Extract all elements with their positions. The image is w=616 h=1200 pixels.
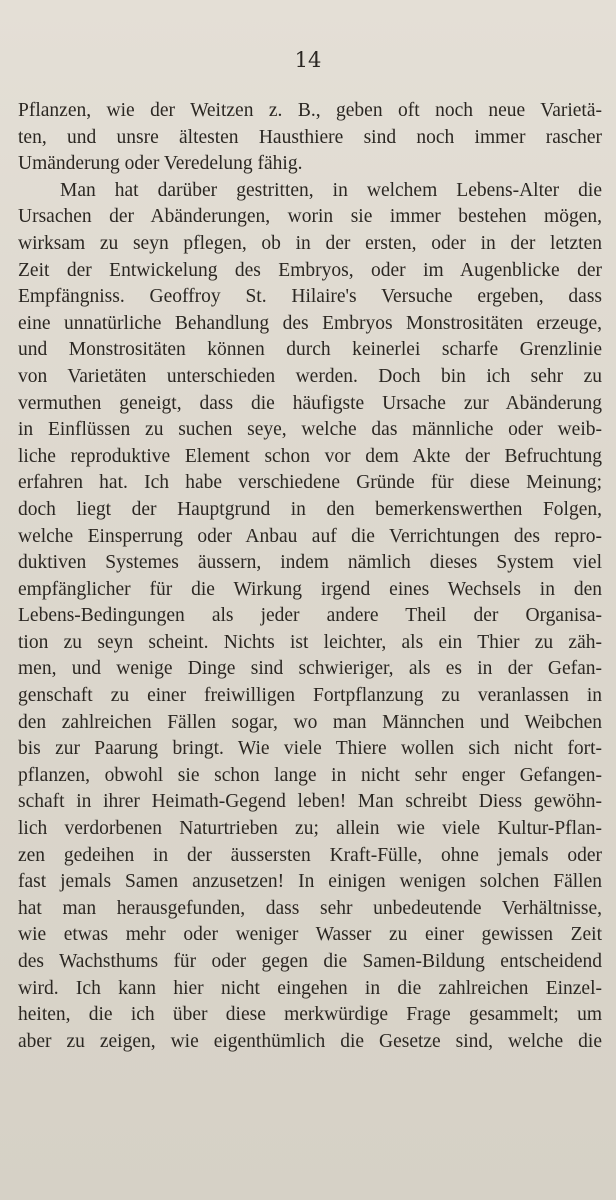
text-line: aber zu zeigen, wie eigenthümlich die Gesetze sind, welche die: [18, 1030, 602, 1052]
text-line: wie etwas mehr oder weniger Wasser zu einer gewissen Zeit: [18, 924, 602, 946]
text-line: von Varietäten unterschieden werden. Doch bin ich sehr zu: [18, 365, 602, 387]
text-line: welche Einsperrung oder Anbau auf die Verrichtungen des repro-: [18, 525, 602, 547]
body-text: [18, 98, 602, 1055]
text-line: empfänglicher für die Wirkung irgend eines Wechsels in den: [18, 578, 602, 600]
text-line: liche reproduktive Element schon vor dem Akte der Befruchtung: [18, 445, 602, 467]
text-line: eine unnatürliche Behandlung des Embryos Monstrositäten erzeuge,: [18, 312, 602, 334]
text-line: doch liegt der Hauptgrund in den bemerkenswerthen Folgen,: [18, 498, 602, 520]
text-line: ten, und unsre ältesten Hausthiere sind noch immer rascher: [18, 126, 602, 148]
text-line: men, und wenige Dinge sind schwieriger, als es in der Gefan-: [18, 658, 602, 680]
text-line: Empfängniss. Geoffroy St. Hilaire's Versuche ergeben, dass: [18, 286, 602, 308]
text-line: des Wachsthums für oder gegen die Samen-Bildung entscheidend: [18, 951, 602, 972]
text-line: schaft in ihrer Heimath-Gegend leben! Man schreibt Diess gewöhn-: [18, 791, 602, 813]
text-line: lich verdorbenen Naturtrieben zu; allein wie viele Kultur-Pflan-: [18, 818, 602, 840]
text-line: erfahren hat. Ich habe verschiedene Gründe für diese Meinung;: [18, 472, 602, 494]
text-line: Man hat darüber gestritten, in welchem Lebens-Alter die: [60, 179, 602, 201]
text-line: vermuthen geneigt, dass die häufigste Ursache zur Abänderung: [18, 392, 602, 414]
text-line: und Monstrositäten können durch keinerlei scharfe Grenzlinie: [18, 339, 602, 361]
text-line: duktiven Systemes äussern, indem nämlich dieses System viel: [18, 552, 602, 574]
text-line: bis zur Paarung bringt. Wie viele Thiere wollen sich nicht fort-: [18, 738, 602, 760]
text-line: Lebens-Bedingungen als jeder andere Theil der Organisa-: [18, 605, 602, 627]
text-line: wirksam zu seyn pflegen, ob in der ersten, oder in der letzten: [18, 232, 602, 254]
text-line: Pflanzen, wie der Weitzen z. B., geben oft noch neue Varietä-: [18, 100, 602, 121]
text-line: fast jemals Samen anzusetzen! In einigen wenigen solchen Fällen: [18, 871, 602, 893]
text-line: hat man herausgefunden, dass sehr unbedeutende Verhältnisse,: [18, 897, 602, 919]
text-line: zen gedeihen in der äussersten Kraft-Fülle, ohne jemals oder: [18, 844, 602, 866]
text-line: heiten, die ich über diese merkwürdige Frage gesammelt; um: [18, 1004, 602, 1026]
text-line: Ursachen der Abänderungen, worin sie immer bestehen mögen,: [18, 206, 602, 228]
text-line: pflanzen, obwohl sie schon lange in nicht sehr enger Gefangen-: [18, 764, 602, 786]
text-line: Zeit der Entwickelung des Embryos, oder im Augenblicke der: [18, 259, 602, 281]
page-number: 14: [294, 48, 322, 72]
text-line: Umänderung oder Veredelung fähig.: [18, 153, 303, 175]
text-line: in Einflüssen zu suchen seye, welche das männliche oder weib-: [18, 419, 602, 441]
text-line: den zahlreichen Fällen sogar, wo man Männchen und Weibchen: [18, 711, 602, 733]
text-line: genschaft zu einer freiwilligen Fortpflanzung zu veranlassen in: [18, 685, 602, 707]
text-line: tion zu seyn scheint. Nichts ist leichter, als ein Thier zu zäh-: [18, 631, 602, 653]
text-line: wird. Ich kann hier nicht eingehen in die zahlreichen Einzel-: [18, 977, 602, 999]
